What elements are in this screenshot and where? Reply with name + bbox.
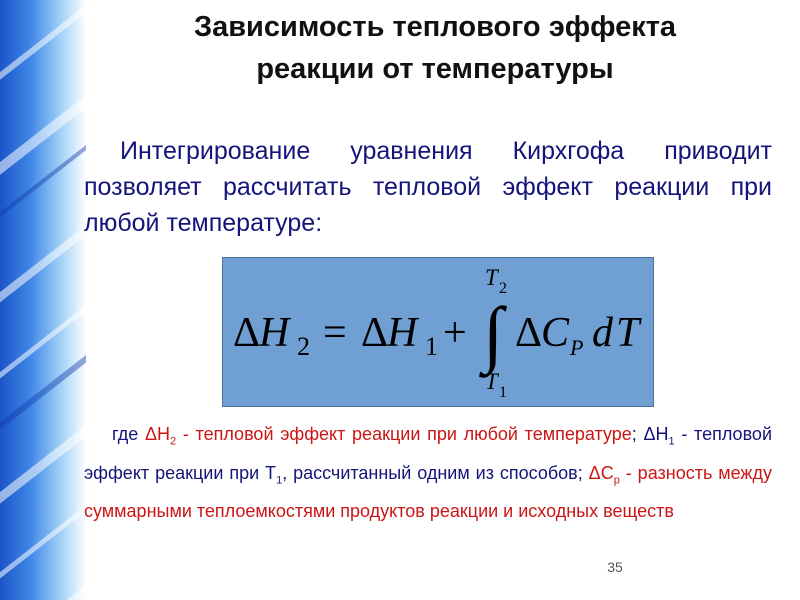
- plus-sign: +: [443, 310, 467, 356]
- delta-symbol-3: Δ: [515, 310, 543, 356]
- slide-title: [100, 6, 770, 90]
- integral-sign: ∫: [483, 293, 504, 375]
- upper-limit-t: T: [485, 265, 498, 290]
- symbol-dh1-main: ΔH: [643, 424, 669, 444]
- symbol-dcp: [588, 462, 620, 487]
- temperature-t: T: [616, 310, 640, 356]
- desc-dcp: - разность между суммарными теплоемкостями продуктов реакции и исходных веществ: [84, 462, 772, 522]
- lower-limit-sub: 1: [499, 384, 507, 401]
- page-number: 35: [607, 559, 623, 575]
- delta-symbol-1: Δ: [233, 310, 261, 356]
- heat-capacity-c: C: [541, 310, 570, 356]
- differential-d: d: [592, 310, 613, 356]
- subscript-1: 1: [425, 332, 438, 361]
- title-line-2: реакции от температуры: [256, 53, 614, 85]
- formula-box: [222, 257, 654, 407]
- desc-dh1: - тепловой эффект реакции при T: [84, 424, 772, 483]
- symbol-dcp-sub: p: [613, 474, 620, 487]
- separator-2: ;: [577, 462, 589, 483]
- symbol-dh2-main: ΔH: [144, 424, 171, 444]
- enthalpy-h1: H: [387, 310, 418, 356]
- symbol-dh2: [144, 424, 177, 448]
- notes-where: где: [112, 424, 145, 444]
- symbol-dh1: [643, 424, 675, 448]
- delta-symbol-2: Δ: [361, 310, 389, 356]
- side-decoration: [0, 0, 86, 600]
- title-line-1: Зависимость теплового эффекта: [193, 11, 677, 43]
- enthalpy-h2: H: [259, 310, 290, 356]
- separator-1: ;: [631, 424, 644, 444]
- lower-limit-t: T: [485, 369, 498, 394]
- kirchhoff-integral-formula: [223, 258, 653, 406]
- equals-sign: =: [323, 310, 347, 356]
- symbol-dcp-main: ΔC: [588, 462, 614, 483]
- intro-paragraph: Интегрирование уравнения Кирхгофа приводит позволяет рассчитать тепловой эффект реакции при любой температуре:: [84, 137, 772, 237]
- desc-dh2: - тепловой эффект реакции при любой температуре: [176, 424, 632, 444]
- notes-paragraph: [84, 419, 772, 527]
- t1-sub: 1: [276, 474, 283, 487]
- subscript-p: P: [570, 335, 584, 360]
- symbol-dh1-sub: 1: [668, 435, 675, 448]
- desc-dh1-tail: , рассчитанный одним из способов: [282, 462, 578, 483]
- subscript-2: 2: [297, 332, 310, 361]
- upper-limit-sub: 2: [499, 280, 507, 297]
- symbol-dh2-sub: 2: [170, 435, 177, 448]
